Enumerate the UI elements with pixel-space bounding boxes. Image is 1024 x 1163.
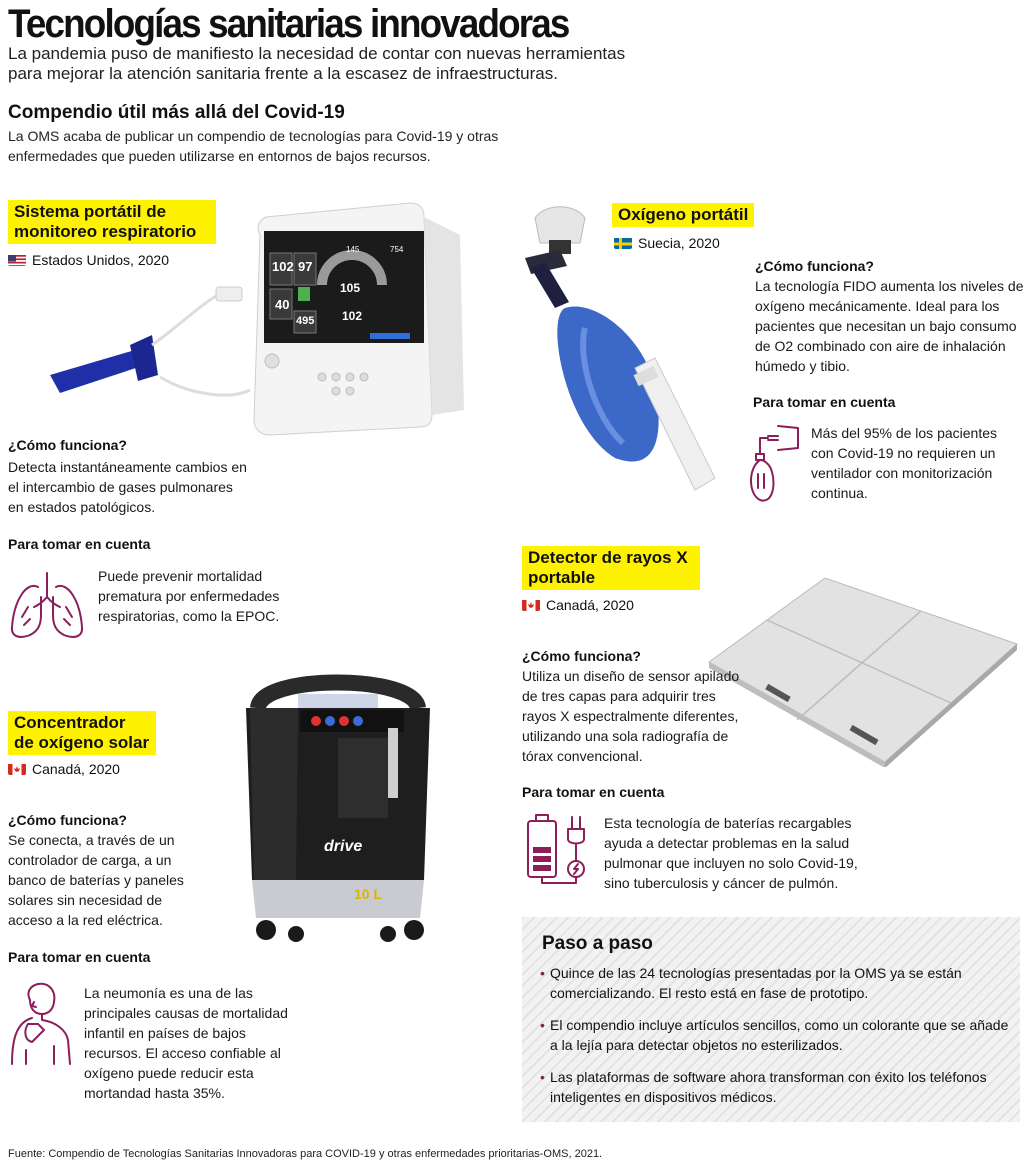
section-description: La OMS acaba de publicar un compendio de tecnologías para Covid-19 y otras enfermedades que pueden utilizarse en entornos de bajos recursos. <box>8 128 499 164</box>
xray-note-text: Esta tecnología de baterías recargables ayuda a detectar problemas en la salud pulmonar que incluyen no solo Covid-19, sino tuberculosis y cáncer de pulmón. <box>604 815 858 891</box>
solar-title-tag: Concentrador de oxígeno solar <box>8 711 156 755</box>
source-note: Fuente: Compendio de Tecnologías Sanitarias Innovadoras para COVID-19 y otras enfermedades prioritarias-OMS, 2021. <box>8 1148 603 1160</box>
monitor-country-label: Estados Unidos, 2020 <box>32 252 169 268</box>
sweden-flag-icon <box>614 237 632 249</box>
monitor-note-text: Puede prevenir mortalidad prematura por enfermedades respiratorias, como la EPOC. <box>98 568 280 624</box>
oxygen-how-text: La tecnología FIDO aumenta los niveles de oxígeno mecánicamente. Ideal para los pacientes que necesitan un bajo consumo de O2 combinado con aire de inhalación húmedo y tibio. <box>755 278 1024 374</box>
screen-value-5: 105 <box>340 281 361 295</box>
list-item: • Las plataformas de software ahora transforman con éxito los teléfonos inteligentes en dispositivos médicos. <box>540 1067 1010 1107</box>
monitor-note-heading: Para tomar en cuenta <box>8 536 151 552</box>
canada-flag-icon <box>8 763 26 775</box>
steps-box <box>522 917 1020 1122</box>
oxygen-note-heading: Para tomar en cuenta <box>753 394 896 410</box>
xray-detector-image <box>705 572 1020 767</box>
lungs-icon <box>8 567 86 645</box>
solar-country-label: Canadá, 2020 <box>32 761 120 777</box>
solar-how-text: Se conecta, a través de un controlador de carga, a un banco de baterías y paneles solares sin necesidad de acceso a la red eléctrica. <box>8 832 184 928</box>
xray-country <box>522 597 634 613</box>
canada-flag-icon <box>522 599 540 611</box>
list-item: • Quince de las 24 tecnologías presentadas por la OMS ya se están comercializando. El resto está en fase de prototipo. <box>540 963 1010 1003</box>
monitor-title-tag: Sistema portátil de monitoreo respiratorio <box>8 200 216 244</box>
steps-list <box>540 963 1010 1119</box>
xray-title-tag: Detector de rayos X portable <box>522 546 700 590</box>
screen-value-2: 97 <box>298 259 313 274</box>
battery-charging-icon <box>522 811 598 889</box>
screen-value-7: 145 <box>346 245 360 254</box>
respiratory-monitor-image <box>40 195 470 445</box>
oxygen-title-tag: Oxígeno portátil <box>612 203 754 227</box>
screen-value-1: 102 <box>272 259 294 274</box>
monitor-how-text: Detecta instantáneamente cambios en el intercambio de gases pulmonares en estados patológicos. <box>8 459 247 515</box>
usa-flag-icon <box>8 254 26 266</box>
concentrator-brand: drive <box>324 838 363 855</box>
page-subtitle: La pandemia puso de manifiesto la necesidad de contar con nuevas herramientas para mejorar la atención sanitaria frente a la escasez de infraestructuras. <box>8 44 626 83</box>
oxygen-country <box>614 235 720 251</box>
screen-value-6: 102 <box>342 309 363 323</box>
monitor-how-heading: ¿Cómo funciona? <box>8 437 127 453</box>
xray-country-label: Canadá, 2020 <box>546 597 634 613</box>
oxygen-concentrator-image <box>238 668 438 953</box>
sick-child-icon <box>8 980 78 1066</box>
solar-note-heading: Para tomar en cuenta <box>8 949 151 965</box>
solar-how-heading: ¿Cómo funciona? <box>8 812 127 828</box>
oxygen-how-heading: ¿Cómo funciona? <box>755 258 874 274</box>
list-item: • El compendio incluye artículos sencillos, como un colorante que se añade a la lejía para detectar objetos no esterilizados. <box>540 1015 1010 1055</box>
xray-how-text: Utiliza un diseño de sensor apilado de tres capas para adquirir tres rayos X espectralmente diferentes, utilizando una sola radiografía de tórax convencional. <box>522 668 740 764</box>
solar-note-text: La neumonía es una de las principales causas de mortalidad infantil en países de bajos recursos. El acceso confiable al oxígeno puede reducir esta mortandad hasta 35%. <box>84 985 288 1101</box>
xray-how-heading: ¿Cómo funciona? <box>522 648 641 664</box>
concentrator-capacity-label: 10 L <box>354 886 383 902</box>
page-title: Tecnologías sanitarias innovadoras <box>8 2 569 46</box>
oxygen-bag-icon <box>748 424 802 502</box>
screen-value-4: 495 <box>296 315 315 327</box>
section-title: Compendio útil más allá del Covid-19 <box>8 102 345 123</box>
screen-value-8: 754 <box>390 245 404 254</box>
solar-country <box>8 761 120 777</box>
steps-title: Paso a paso <box>542 933 653 954</box>
xray-note-heading: Para tomar en cuenta <box>522 784 665 800</box>
oxygen-note-text: Más del 95% de los pacientes con Covid-19 no requieren un ventilador con monitorización continua. <box>811 425 997 501</box>
screen-value-3: 40 <box>275 297 290 312</box>
oxygen-country-label: Suecia, 2020 <box>638 235 720 251</box>
